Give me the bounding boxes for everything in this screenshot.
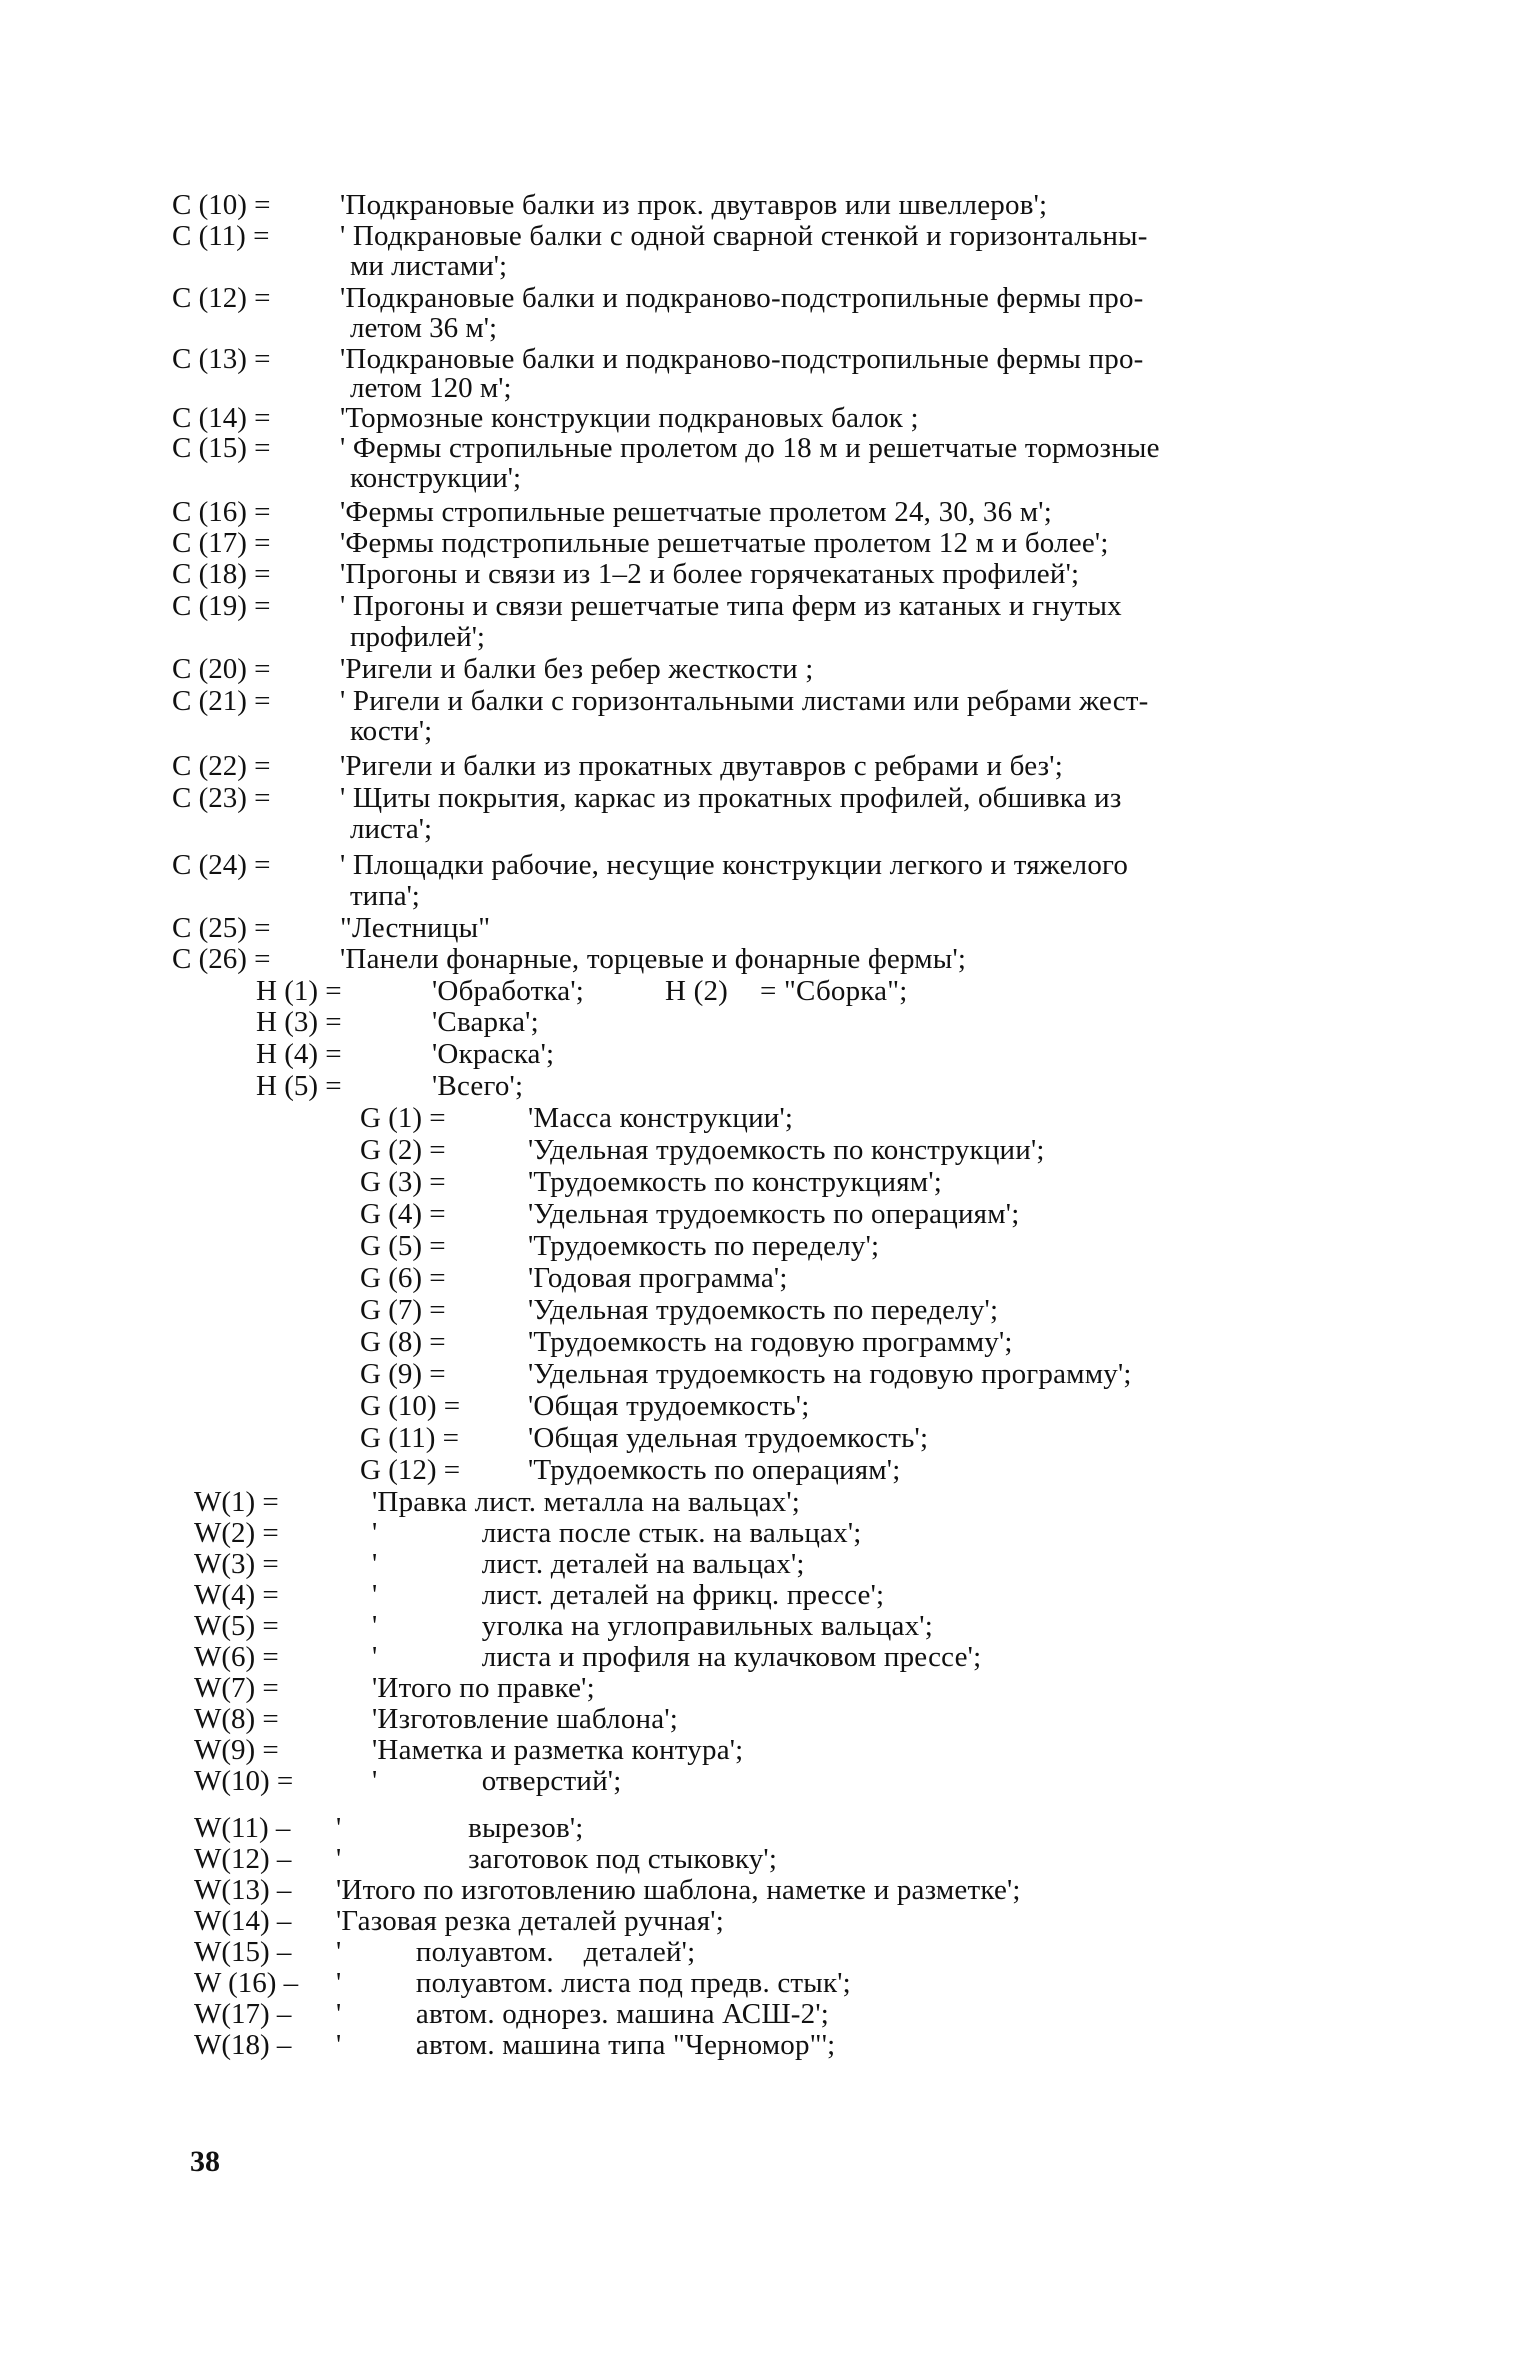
c23-text-cont: листа'; (350, 813, 433, 845)
w5-row (0, 1610, 1535, 1642)
c25-row (0, 912, 1535, 944)
w6-row (0, 1641, 1535, 1673)
c16-label: C (16) = (172, 496, 271, 528)
w9-label: W(9) = (194, 1734, 279, 1766)
c24-text: ' Площадки рабочие, несущие конструкции легкого и тяжелого (340, 849, 1129, 881)
w5-label: W(5) = (194, 1610, 279, 1642)
w12-row (0, 1843, 1535, 1875)
g8-row (0, 1326, 1535, 1358)
g2-text: 'Удельная трудоемкость по конструкции'; (528, 1134, 1045, 1166)
w17-row (0, 1998, 1535, 2030)
w16-row (0, 1967, 1535, 1999)
g12-row (0, 1454, 1535, 1486)
w12-label: W(12) – (194, 1843, 292, 1875)
c11-row (0, 220, 1535, 252)
c13-text-cont: летом 120 м'; (350, 372, 512, 404)
g9-label: G (9) = (360, 1358, 446, 1390)
c14-row (0, 402, 1535, 434)
c22-row (0, 750, 1535, 782)
g1-text: 'Масса конструкции'; (528, 1102, 794, 1134)
w4-label: W(4) = (194, 1579, 279, 1611)
c18-label: C (18) = (172, 558, 271, 590)
w10-label: W(10) = (194, 1765, 294, 1797)
c11-text: ' Подкрановые балки с одной сварной стенкой и горизонтальны- (340, 220, 1148, 252)
c13-row (0, 343, 1535, 375)
g4-text: 'Удельная трудоемкость по операциям'; (528, 1198, 1020, 1230)
c18-text: 'Прогоны и связи из 1–2 и более горячекатаных профилей'; (340, 558, 1080, 590)
g1-label: G (1) = (360, 1102, 446, 1134)
h3-row (0, 1006, 1535, 1038)
g9-row (0, 1358, 1535, 1390)
c24-label: C (24) = (172, 849, 271, 881)
c21-row-cont (0, 715, 1535, 747)
w18-text: ' автом. машина типа "Черномор"'; (336, 2029, 836, 2061)
w3-row (0, 1548, 1535, 1580)
c21-label: C (21) = (172, 685, 271, 717)
w13-text: 'Итого по изготовлению шаблона, наметке и разметке'; (336, 1874, 1021, 1906)
g11-text: 'Общая удельная трудоемкость'; (528, 1422, 929, 1454)
c19-text-cont: профилей'; (350, 621, 485, 653)
g4-label: G (4) = (360, 1198, 446, 1230)
g11-row (0, 1422, 1535, 1454)
w15-row (0, 1936, 1535, 1968)
c12-row (0, 282, 1535, 314)
c13-row-cont (0, 372, 1535, 404)
w1-label: W(1) = (194, 1486, 279, 1518)
g2-label: G (2) = (360, 1134, 446, 1166)
w14-label: W(14) – (194, 1905, 292, 1937)
w14-row (0, 1905, 1535, 1937)
c12-label: C (12) = (172, 282, 271, 314)
w1-row (0, 1486, 1535, 1518)
c21-text-cont: кости'; (350, 715, 433, 747)
c15-text-cont: конструкции'; (350, 462, 522, 494)
w9-row (0, 1734, 1535, 1766)
w7-text: 'Итого по правке'; (372, 1672, 595, 1704)
g7-row (0, 1294, 1535, 1326)
g3-label: G (3) = (360, 1166, 446, 1198)
c21-row (0, 685, 1535, 717)
w8-text: 'Изготовление шаблона'; (372, 1703, 678, 1735)
w2-row (0, 1517, 1535, 1549)
page-number: 38 (190, 2145, 220, 2178)
g10-label: G (10) = (360, 1390, 461, 1422)
g11-label: G (11) = (360, 1422, 460, 1454)
c13-label: C (13) = (172, 343, 271, 375)
c16-row (0, 496, 1535, 528)
h3-label: H (3) = (256, 1006, 342, 1038)
h1-text: 'Обработка'; (432, 975, 585, 1007)
w18-row (0, 2029, 1535, 2061)
c17-row (0, 527, 1535, 559)
g1-row (0, 1102, 1535, 1134)
g12-text: 'Трудоемкость по операциям'; (528, 1454, 901, 1486)
w9-text: 'Наметка и разметка контура'; (372, 1734, 744, 1766)
g7-text: 'Удельная трудоемкость по переделу'; (528, 1294, 999, 1326)
h5-label: H (5) = (256, 1070, 342, 1102)
w6-label: W(6) = (194, 1641, 279, 1673)
w7-row (0, 1672, 1535, 1704)
w8-row (0, 1703, 1535, 1735)
c10-text: 'Подкрановые балки из прок. двутавров или швеллеров'; (340, 189, 1048, 221)
h5-row (0, 1070, 1535, 1102)
c19-row-cont (0, 621, 1535, 653)
g10-text: 'Общая трудоемкость'; (528, 1390, 810, 1422)
c20-label: C (20) = (172, 653, 271, 685)
w17-label: W(17) – (194, 1998, 292, 2030)
w15-text: ' полуавтом. деталей'; (336, 1936, 696, 1968)
c14-label: C (14) = (172, 402, 271, 434)
h1-row (0, 975, 1535, 1007)
c21-text: ' Ригели и балки с горизонтальными листами или ребрами жест- (340, 685, 1149, 717)
w16-label: W (16) – (194, 1967, 299, 1999)
g9-text: 'Удельная трудоемкость на годовую программу'; (528, 1358, 1132, 1390)
g5-text: 'Трудоемкость по переделу'; (528, 1230, 880, 1262)
c10-label: C (10) = (172, 189, 271, 221)
w2-label: W(2) = (194, 1517, 279, 1549)
w6-text: ' листа и профиля на кулачковом прессе'; (372, 1641, 982, 1673)
w10-row (0, 1765, 1535, 1797)
g3-row (0, 1166, 1535, 1198)
g4-row (0, 1198, 1535, 1230)
g5-label: G (5) = (360, 1230, 446, 1262)
c13-text: 'Подкрановые балки и подкраново-подстропильные фермы про- (340, 343, 1144, 375)
h2-label: H (2) (665, 975, 729, 1007)
w16-text: ' полуавтом. листа под предв. стык'; (336, 1967, 851, 1999)
w4-text: ' лист. деталей на фрикц. прессе'; (372, 1579, 885, 1611)
c23-row-cont (0, 813, 1535, 845)
c24-row-cont (0, 880, 1535, 912)
c17-text: 'Фермы подстропильные решетчатые пролетом 12 м и более'; (340, 527, 1109, 559)
w12-text: ' заготовок под стыковку'; (336, 1843, 778, 1875)
w10-text: ' отверстий'; (372, 1765, 622, 1797)
c26-text: 'Панели фонарные, торцевые и фонарные фермы'; (340, 943, 967, 975)
c19-label: C (19) = (172, 590, 271, 622)
w11-text: ' вырезов'; (336, 1812, 584, 1844)
w5-text: ' уголка на углоправильных вальцах'; (372, 1610, 933, 1642)
c18-row (0, 558, 1535, 590)
c11-label: C (11) = (172, 220, 270, 252)
w15-label: W(15) – (194, 1936, 292, 1968)
w17-text: ' автом. однорез. машина АСШ-2'; (336, 1998, 830, 2030)
g2-row (0, 1134, 1535, 1166)
c25-label: C (25) = (172, 912, 271, 944)
w14-text: 'Газовая резка деталей ручная'; (336, 1905, 724, 1937)
c16-text: 'Фермы стропильные решетчатые пролетом 24, 30, 36 м'; (340, 496, 1052, 528)
w11-row (0, 1812, 1535, 1844)
h3-text: 'Сварка'; (432, 1006, 539, 1038)
c23-row (0, 782, 1535, 814)
h2-text: = "Сборка"; (760, 975, 908, 1007)
c26-label: C (26) = (172, 943, 271, 975)
w3-label: W(3) = (194, 1548, 279, 1580)
c11-row-cont (0, 250, 1535, 282)
w18-label: W(18) – (194, 2029, 292, 2061)
g12-label: G (12) = (360, 1454, 461, 1486)
c19-row (0, 590, 1535, 622)
w11-label: W(11) – (194, 1812, 291, 1844)
w8-label: W(8) = (194, 1703, 279, 1735)
h1-label: H (1) = (256, 975, 342, 1007)
g5-row (0, 1230, 1535, 1262)
c12-text: 'Подкрановые балки и подкраново-подстропильные фермы про- (340, 282, 1144, 314)
c22-label: C (22) = (172, 750, 271, 782)
w13-label: W(13) – (194, 1874, 292, 1906)
c26-row (0, 943, 1535, 975)
c20-text: 'Ригели и балки без ребер жесткости ; (340, 653, 814, 685)
w1-text: 'Правка лист. металла на вальцах'; (372, 1486, 801, 1518)
h5-text: 'Всего'; (432, 1070, 524, 1102)
c19-text: ' Прогоны и связи решетчатые типа ферм из катаных и гнутых (340, 590, 1122, 622)
g3-text: 'Трудоемкость по конструкциям'; (528, 1166, 943, 1198)
c23-text: ' Щиты покрытия, каркас из прокатных профилей, обшивка из (340, 782, 1122, 814)
h4-row (0, 1038, 1535, 1070)
c15-row (0, 432, 1535, 464)
c17-label: C (17) = (172, 527, 271, 559)
c20-row (0, 653, 1535, 685)
c14-text: 'Тормозные конструкции подкрановых балок ; (340, 402, 919, 434)
c25-text: "Лестницы" (340, 912, 491, 944)
c10-row (0, 189, 1535, 221)
h4-text: 'Окраска'; (432, 1038, 555, 1070)
c23-label: C (23) = (172, 782, 271, 814)
c22-text: 'Ригели и балки из прокатных двутавров с ребрами и без'; (340, 750, 1063, 782)
c24-row (0, 849, 1535, 881)
h4-label: H (4) = (256, 1038, 342, 1070)
g6-label: G (6) = (360, 1262, 446, 1294)
w7-label: W(7) = (194, 1672, 279, 1704)
g10-row (0, 1390, 1535, 1422)
g8-label: G (8) = (360, 1326, 446, 1358)
g6-text: 'Годовая программа'; (528, 1262, 788, 1294)
w2-text: ' листа после стык. на вальцах'; (372, 1517, 862, 1549)
w4-row (0, 1579, 1535, 1611)
c15-text: ' Фермы стропильные пролетом до 18 м и решетчатые тормозные (340, 432, 1160, 464)
g7-label: G (7) = (360, 1294, 446, 1326)
c12-text-cont: летом 36 м'; (350, 312, 498, 344)
g8-text: 'Трудоемкость на годовую программу'; (528, 1326, 1013, 1358)
g6-row (0, 1262, 1535, 1294)
w3-text: ' лист. деталей на вальцах'; (372, 1548, 805, 1580)
c15-label: C (15) = (172, 432, 271, 464)
c11-text-cont: ми листами'; (350, 250, 508, 282)
c24-text-cont: типа'; (350, 880, 420, 912)
c12-row-cont (0, 312, 1535, 344)
c15-row-cont (0, 462, 1535, 494)
w13-row (0, 1874, 1535, 1906)
